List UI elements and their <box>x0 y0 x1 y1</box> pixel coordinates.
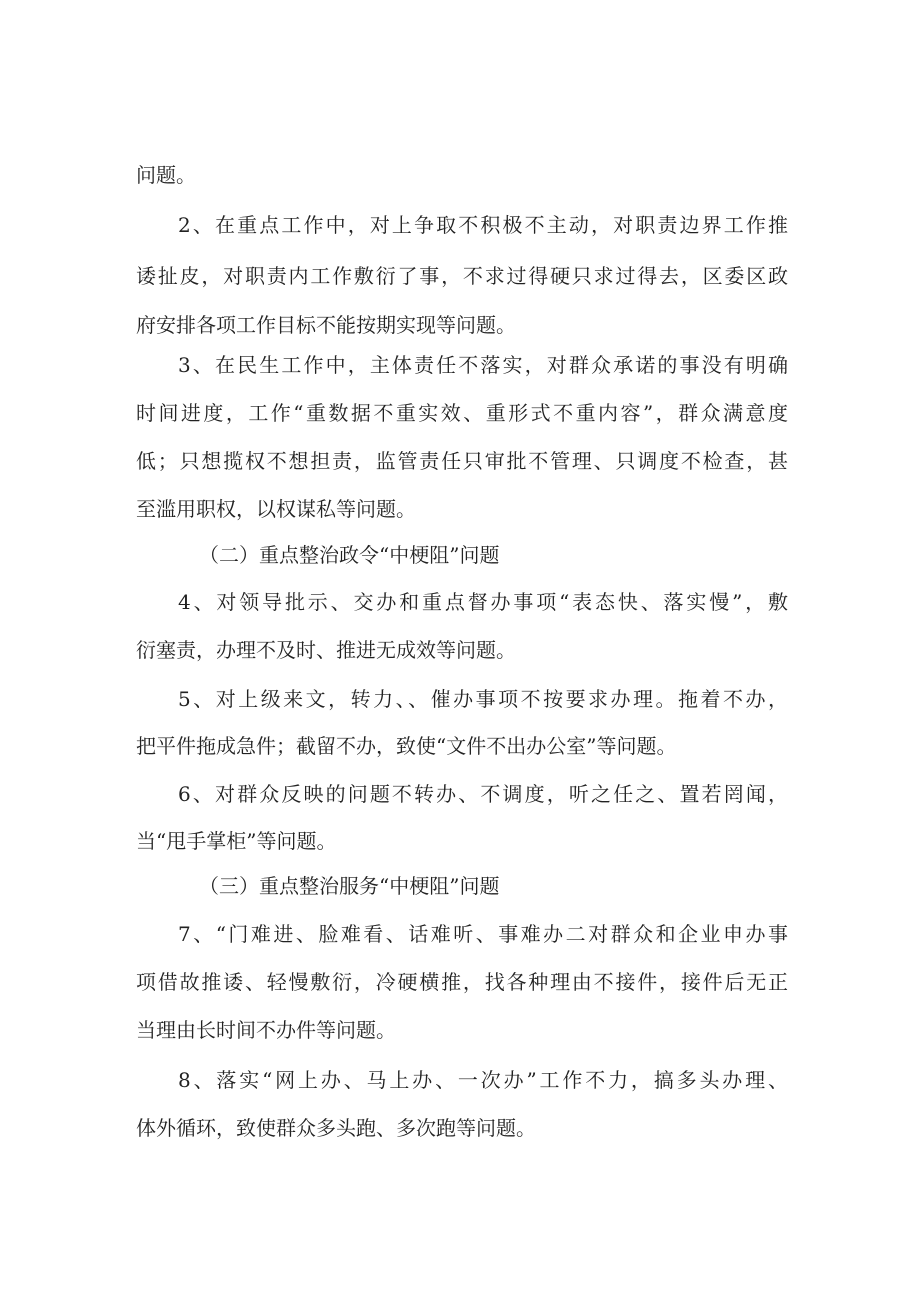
text-line: 2、在重点工作中，对上争取不积极不主动，对职责边界工作推 <box>178 213 788 237</box>
text-line: 低；只想揽权不想担责，监管责任只审批不管理、只调度不检查，甚 <box>136 449 788 473</box>
text-line: 6、对群众反映的问题不转办、不调度，听之任之、置若罔闻， <box>178 782 788 806</box>
text-line: 衍塞责，办理不及时、推进无成效等问题。 <box>136 638 516 662</box>
section-heading: （二）重点整治政令“中梗阻”问题 <box>199 543 500 567</box>
text-line: 府安排各项工作目标不能按期实现等问题。 <box>136 313 516 337</box>
text-line: 至滥用职权，以权谋私等问题。 <box>136 497 416 521</box>
text-line: 时间进度，工作“重数据不重实效、重形式不重内容”，群众满意度 <box>136 401 788 425</box>
text-line: 7、“门难进、脸难看、话难听、事难办二对群众和企业申办事 <box>178 922 788 946</box>
text-line: 当理由长时间不办件等问题。 <box>136 1018 396 1042</box>
text-line: 5、对上级来文，转力、、催办事项不按要求办理。拖着不办， <box>178 687 788 711</box>
text-line: 项借故推诿、轻慢敷衍，冷硬横推，找各种理由不接件，接件后无正 <box>136 970 788 994</box>
text-line: 当“甩手掌柜”等问题。 <box>136 829 337 853</box>
section-heading: （三）重点整治服务“中梗阻”问题 <box>199 874 500 898</box>
text-line: 诿扯皮，对职责内工作敷衍了事，不求过得硬只求过得去，区委区政 <box>136 264 788 288</box>
text-line: 3、在民生工作中，主体责任不落实，对群众承诺的事没有明确 <box>178 353 788 377</box>
text-line: 体外循环，致使群众多头跑、多次跑等问题。 <box>136 1116 536 1140</box>
text-line: 把平件拖成急件；截留不办，致使“文件不出办公室”等问题。 <box>136 734 677 758</box>
text-line: 8、落实“网上办、马上办、一次办”工作不力，搞多头办理、 <box>178 1068 788 1092</box>
text-line: 4、对领导批示、交办和重点督办事项“表态快、落实慢”，敷 <box>178 590 788 614</box>
text-line: 问题。 <box>136 163 196 187</box>
